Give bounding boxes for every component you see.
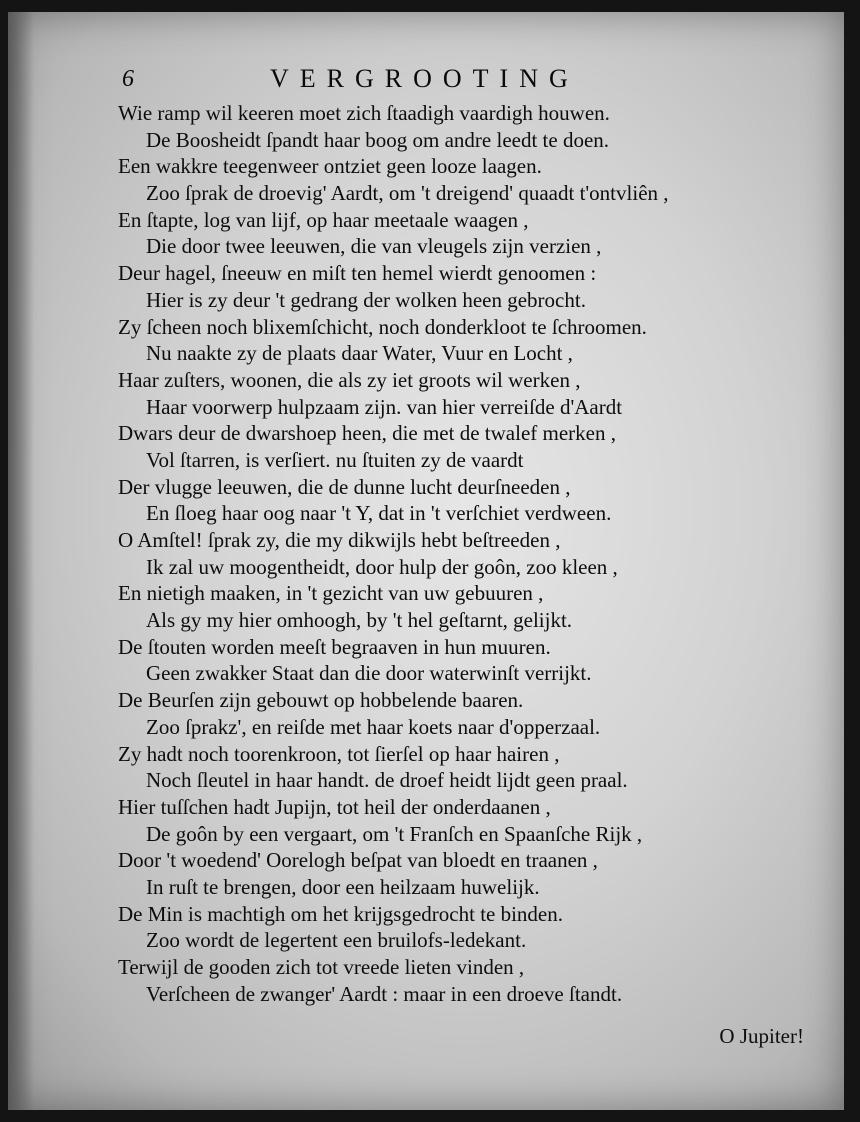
verse-line: Door 't woedend' Oorelogh beſpat van bloedt en traanen , — [118, 848, 598, 873]
verse-line: En ſloeg haar oog naar 't Y, dat in 't verſchiet verdween. — [146, 501, 612, 526]
verse-line: Zy ſcheen noch blixemſchicht, noch donderkloot te ſchroomen. — [118, 314, 647, 339]
verse-line: Hier is zy deur 't gedrang der wolken heen gebrocht. — [146, 287, 586, 312]
poem-text — [118, 100, 818, 1007]
verse-line: Zoo wordt de legertent een bruilofs-ledekant. — [146, 928, 527, 953]
verse-line: Deur hagel, ſneeuw en miſt ten hemel wierdt genoomen : — [118, 261, 597, 286]
verse-line: De ſtouten worden meeſt begraaven in hun muuren. — [118, 634, 551, 659]
verse-line: Een wakkre teegenweer ontziet geen looze laagen. — [118, 154, 542, 179]
verse-line: Als gy my hier omhoogh, by 't hel geſtarnt, gelijkt. — [146, 608, 573, 633]
verse-line: Noch ſleutel in haar handt. de droef heidt lijdt geen praal. — [146, 768, 628, 793]
verse-line: Hier tuſſchen hadt Jupijn, tot heil der onderdaanen , — [118, 794, 551, 819]
verse-line: Dwars deur de dwarshoep heen, die met de twalef merken , — [118, 421, 616, 446]
verse-line: De Min is machtigh om het krijgsgedrocht te binden. — [118, 901, 563, 926]
running-head: VERGROOTING — [270, 64, 579, 93]
verse-line: O Amſtel! ſprak zy, die my dikwijls hebt beſtreeden , — [118, 528, 561, 552]
verse-line: Vol ſtarren, is verſiert. nu ſtuiten zy de vaardt — [146, 447, 524, 472]
verse-line: De Boosheidt ſpandt haar boog om andre leedt te doen. — [146, 127, 610, 152]
page-header — [116, 62, 676, 98]
verse-line: Terwijl de gooden zich tot vreede lieten vinden , — [118, 955, 525, 979]
verse-line: En ſtapte, log van lijf, op haar meetaale waagen , — [118, 207, 529, 232]
page-number: 6 — [122, 66, 134, 92]
verse-line: Die door twee leeuwen, die van vleugels zijn verzien , — [146, 234, 602, 259]
verse-line: Wie ramp wil keeren moet zich ſtaadigh vaardigh houwen. — [118, 101, 610, 125]
catchword: O Jupiter! — [719, 1024, 804, 1048]
verse-line: Verſcheen de zwanger' Aardt : maar in een droeve ſtandt. — [146, 981, 623, 1006]
verse-line: Geen zwakker Staat dan die door waterwinſt verrijkt. — [146, 661, 592, 686]
verse-line: De Beurſen zijn gebouwt op hobbelende baaren. — [118, 688, 524, 713]
verse-line: Der vlugge leeuwen, die de dunne lucht deurſneeden , — [118, 474, 571, 499]
verse-line: Haar voorwerp hulpzaam zijn. van hier verreiſde d'Aardt — [146, 394, 623, 419]
verse-line: Haar zuſters, woonen, die als zy iet groots wil werken , — [118, 367, 581, 392]
verse-line: Zy hadt noch toorenkroon, tot ſierſel op haar hairen , — [118, 741, 560, 766]
verse-line: In ruſt te brengen, door een heilzaam huwelijk. — [146, 874, 540, 899]
verse-line: De goôn by een vergaart, om 't Franſch en Spaanſche Rijk , — [146, 821, 643, 846]
verse-line: Zoo ſprak de droevig' Aardt, om 't dreigend' quaadt t'ontvliên , — [146, 181, 669, 206]
verse-line: Nu naakte zy de plaats daar Water, Vuur en Locht , — [146, 341, 573, 366]
verse-line: Zoo ſprakz', en reiſde met haar koets naar d'opperzaal. — [146, 714, 601, 739]
verse-line: En nietigh maaken, in 't gezicht van uw gebuuren , — [118, 581, 544, 606]
verse-line: Ik zal uw moogentheidt, door hulp der goôn, zoo kleen , — [146, 554, 618, 579]
